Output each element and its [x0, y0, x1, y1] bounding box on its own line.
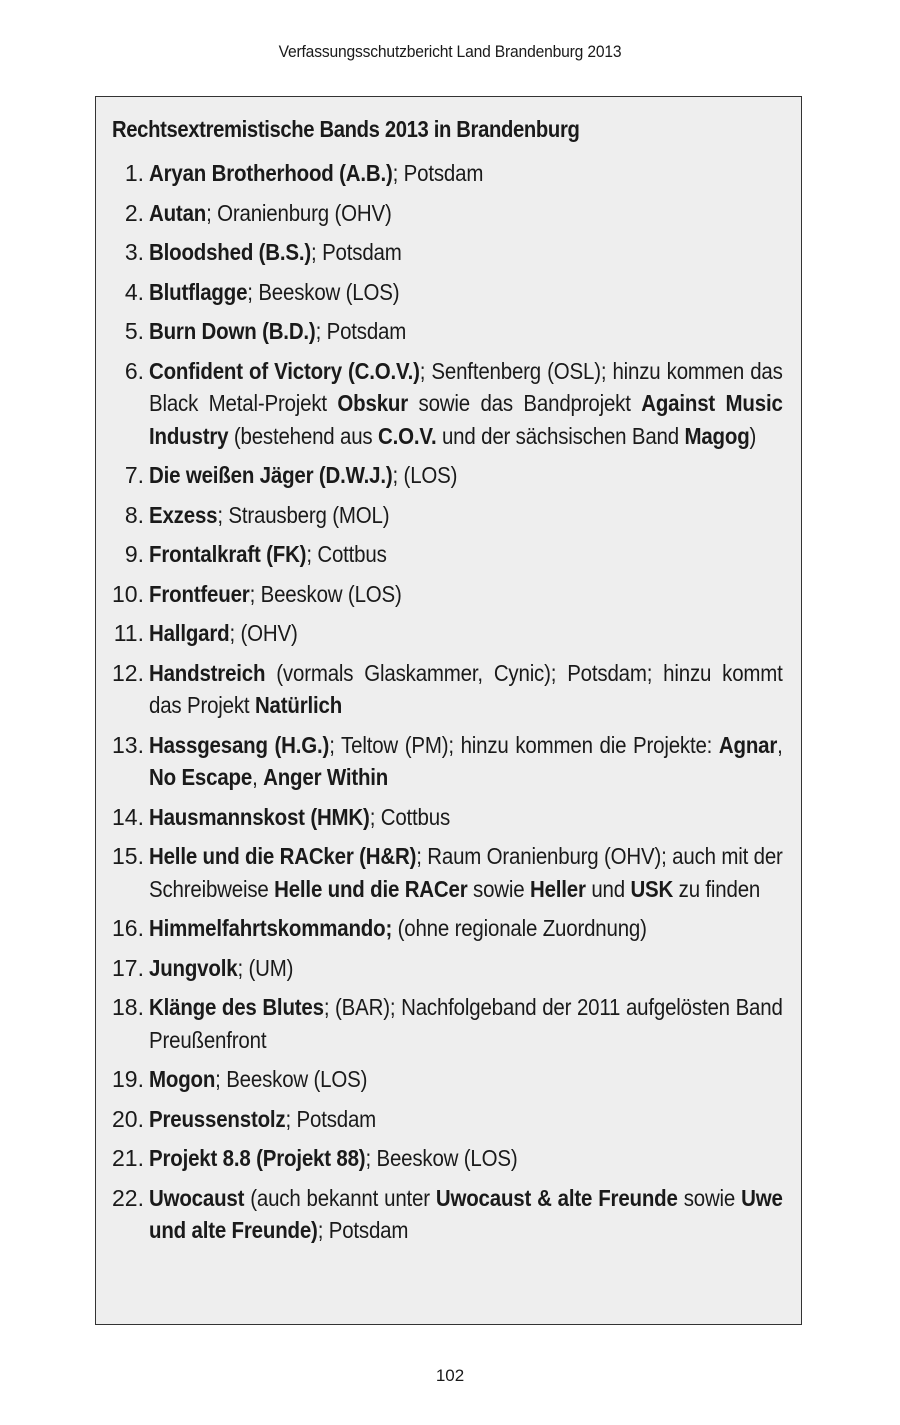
band-details: ,: [777, 731, 783, 758]
list-item-number: 18.: [112, 994, 144, 1020]
box-title: Rechtsextremistische Bands 2013 in Brandenburg: [112, 116, 580, 142]
list-item-text: [149, 657, 783, 722]
list-item: [110, 157, 788, 190]
list-item-text: [149, 991, 783, 1056]
list-item-text: [149, 1063, 783, 1096]
list-item: [110, 236, 788, 269]
list-item-text: [149, 912, 783, 945]
band-details: zu finden: [673, 875, 761, 902]
band-name: Handstreich: [149, 659, 266, 686]
band-name: Natürlich: [254, 692, 343, 718]
band-name: Mogon: [149, 1066, 216, 1092]
list-item-number: 2.: [124, 199, 144, 226]
band-name: C.O.V.: [377, 422, 437, 449]
band-name: Uwocaust: [149, 1184, 245, 1211]
list-item: [110, 991, 788, 1056]
band-name: Frontalkraft (FK): [149, 541, 307, 567]
list-item-text: [149, 578, 783, 611]
list-item-text: [149, 1182, 783, 1247]
list-item: [110, 1142, 788, 1175]
list-item-text: [149, 617, 783, 650]
list-item-number: 7.: [124, 462, 144, 488]
band-name: Agnar: [718, 731, 778, 758]
band-name: Projekt 8.8 (Projekt 88): [149, 1145, 366, 1171]
list-item-number: 15.: [112, 843, 144, 869]
band-name: Burn Down (B.D.): [149, 318, 316, 344]
band-details: ; Cottbus: [369, 803, 451, 830]
list-item-number: 12.: [112, 659, 144, 686]
band-details: ; Potsdam: [311, 239, 402, 265]
band-name: Confident of Victory (C.O.V.): [149, 357, 420, 384]
band-name: Uwocaust & alte Freunde: [435, 1184, 678, 1211]
band-details: ,: [252, 764, 264, 790]
band-details: sowie: [677, 1184, 742, 1211]
band-details: sowie: [467, 875, 530, 902]
list-item: [110, 729, 788, 794]
band-details: und: [585, 875, 631, 902]
list-item-number: 21.: [112, 1145, 144, 1171]
list-item-number: 19.: [112, 1066, 144, 1092]
band-details: ; Raum Oranienburg (OHV); auch mit der Schreibweise: [149, 843, 783, 902]
list-item: [110, 617, 788, 650]
list-item-text: [149, 499, 783, 532]
list-item: [110, 952, 788, 985]
list-item-number: 3.: [124, 239, 144, 265]
list-item-number: 17.: [112, 954, 144, 981]
band-list-box: [95, 96, 802, 1325]
list-item-text: [149, 157, 783, 190]
list-item-number: 14.: [112, 803, 144, 830]
band-details: ; (OHV): [229, 620, 298, 646]
band-details: ; (BAR); Nachfolgeband der 2011 aufgelösten Band Preußenfront: [149, 994, 783, 1053]
list-item: [110, 840, 788, 905]
band-details: ; Strausberg (MOL): [217, 501, 390, 528]
band-name: Hassgesang (H.G.): [149, 731, 330, 758]
band-name: Helle und die RACker (H&R): [149, 843, 417, 869]
band-name: Aryan Brotherhood (A.B.): [149, 160, 393, 186]
band-name: Uwe und alte Freunde): [149, 1184, 783, 1243]
list-item: [110, 912, 788, 945]
band-details: sowie das Bandprojekt: [408, 390, 642, 416]
band-name: Exzess: [149, 501, 218, 528]
list-item-number: 16.: [112, 915, 144, 941]
band-details: ; Potsdam: [285, 1105, 377, 1132]
list-item: [110, 355, 788, 453]
band-name: Against Music Industry: [149, 390, 783, 449]
list-item: [110, 578, 788, 611]
band-details: ; Teltow (PM); hinzu kommen die Projekte:: [329, 731, 719, 758]
band-name: Die weißen Jäger (D.W.J.): [149, 462, 393, 488]
band-name: Hallgard: [149, 620, 230, 646]
band-name: USK: [630, 875, 674, 902]
list-item: [110, 499, 788, 532]
band-name: Anger Within: [263, 764, 389, 790]
list-item-number: 1.: [124, 160, 144, 186]
band-details: ; (LOS): [392, 462, 458, 488]
list-item-number: 10.: [112, 580, 144, 607]
band-details: und der sächsischen Band: [436, 422, 685, 449]
list-item-number: 6.: [124, 357, 144, 384]
list-item-number: 9.: [124, 541, 144, 567]
list-item-number: 5.: [124, 318, 144, 344]
list-item-text: [149, 538, 783, 571]
list-item: [110, 538, 788, 571]
band-details: ; Cottbus: [306, 541, 387, 567]
band-name: Frontfeuer: [149, 580, 250, 607]
list-item: [110, 1182, 788, 1247]
list-item: [110, 1063, 788, 1096]
list-item-number: 8.: [124, 501, 144, 528]
band-details: ; Beeskow (LOS): [249, 580, 402, 607]
band-details: ; Potsdam: [315, 318, 407, 344]
band-details: ): [749, 422, 757, 449]
band-details: ; Beeskow (LOS): [247, 278, 400, 305]
band-name: Helle und die RACer: [274, 875, 468, 902]
band-details: (auch bekannt unter: [244, 1184, 436, 1211]
list-item-number: 20.: [112, 1105, 144, 1132]
list-item: [110, 315, 788, 348]
list-item-text: [149, 840, 783, 905]
band-details: ; Beeskow (LOS): [365, 1145, 518, 1171]
band-name: Hausmannskost (HMK): [149, 803, 370, 830]
list-item-text: [149, 459, 783, 492]
list-item-number: 13.: [112, 731, 144, 758]
list-item: [110, 657, 788, 722]
band-details: ; Oranienburg (OHV): [206, 199, 392, 226]
band-details: (vormals Glaskammer, Cynic); Potsdam; hinzu kommt das Projekt: [149, 659, 783, 718]
list-item-text: [149, 1103, 783, 1136]
band-name: Jungvolk: [149, 954, 238, 981]
band-details: ; Senftenberg (OSL); hinzu kommen das Black Metal-Projekt: [149, 357, 783, 416]
list-item-number: 22.: [112, 1184, 144, 1211]
list-item-text: [149, 729, 783, 794]
list-item-text: [149, 315, 783, 348]
band-list: [110, 157, 788, 1254]
band-details: (ohne regionale Zuordnung): [392, 915, 647, 941]
band-name: Blutflagge: [149, 278, 248, 305]
list-item-number: 11.: [113, 620, 144, 646]
list-item: [110, 459, 788, 492]
band-details: ; Beeskow (LOS): [215, 1066, 368, 1092]
band-details: ; Potsdam: [317, 1217, 409, 1243]
list-item: [110, 1103, 788, 1136]
band-details: ; Potsdam: [392, 160, 484, 186]
band-name: Preussenstolz: [149, 1105, 286, 1132]
list-item: [110, 197, 788, 230]
list-item-text: [149, 236, 783, 269]
band-name: Klänge des Blutes: [149, 994, 324, 1020]
band-name: Magog: [684, 422, 750, 449]
band-name: Bloodshed (B.S.): [149, 239, 312, 265]
band-name: Autan: [149, 199, 207, 226]
list-item-number: 4.: [124, 278, 144, 305]
band-details: ; (UM): [237, 954, 294, 981]
list-item: [110, 276, 788, 309]
list-item-text: [149, 355, 783, 453]
band-name: Himmelfahrtskommando;: [149, 915, 393, 941]
list-item-text: [149, 952, 783, 985]
running-header: Verfassungsschutzbericht Land Brandenburg 2013: [278, 42, 622, 61]
list-item-text: [149, 1142, 783, 1175]
list-item-text: [149, 197, 783, 230]
band-name: Obskur: [337, 390, 409, 416]
list-item-text: [149, 801, 783, 834]
page-number: 102: [435, 1366, 465, 1385]
band-details: (bestehend aus: [228, 422, 378, 449]
list-item: [110, 801, 788, 834]
list-item-text: [149, 276, 783, 309]
band-name: Heller: [529, 875, 586, 902]
band-name: No Escape: [149, 764, 253, 790]
